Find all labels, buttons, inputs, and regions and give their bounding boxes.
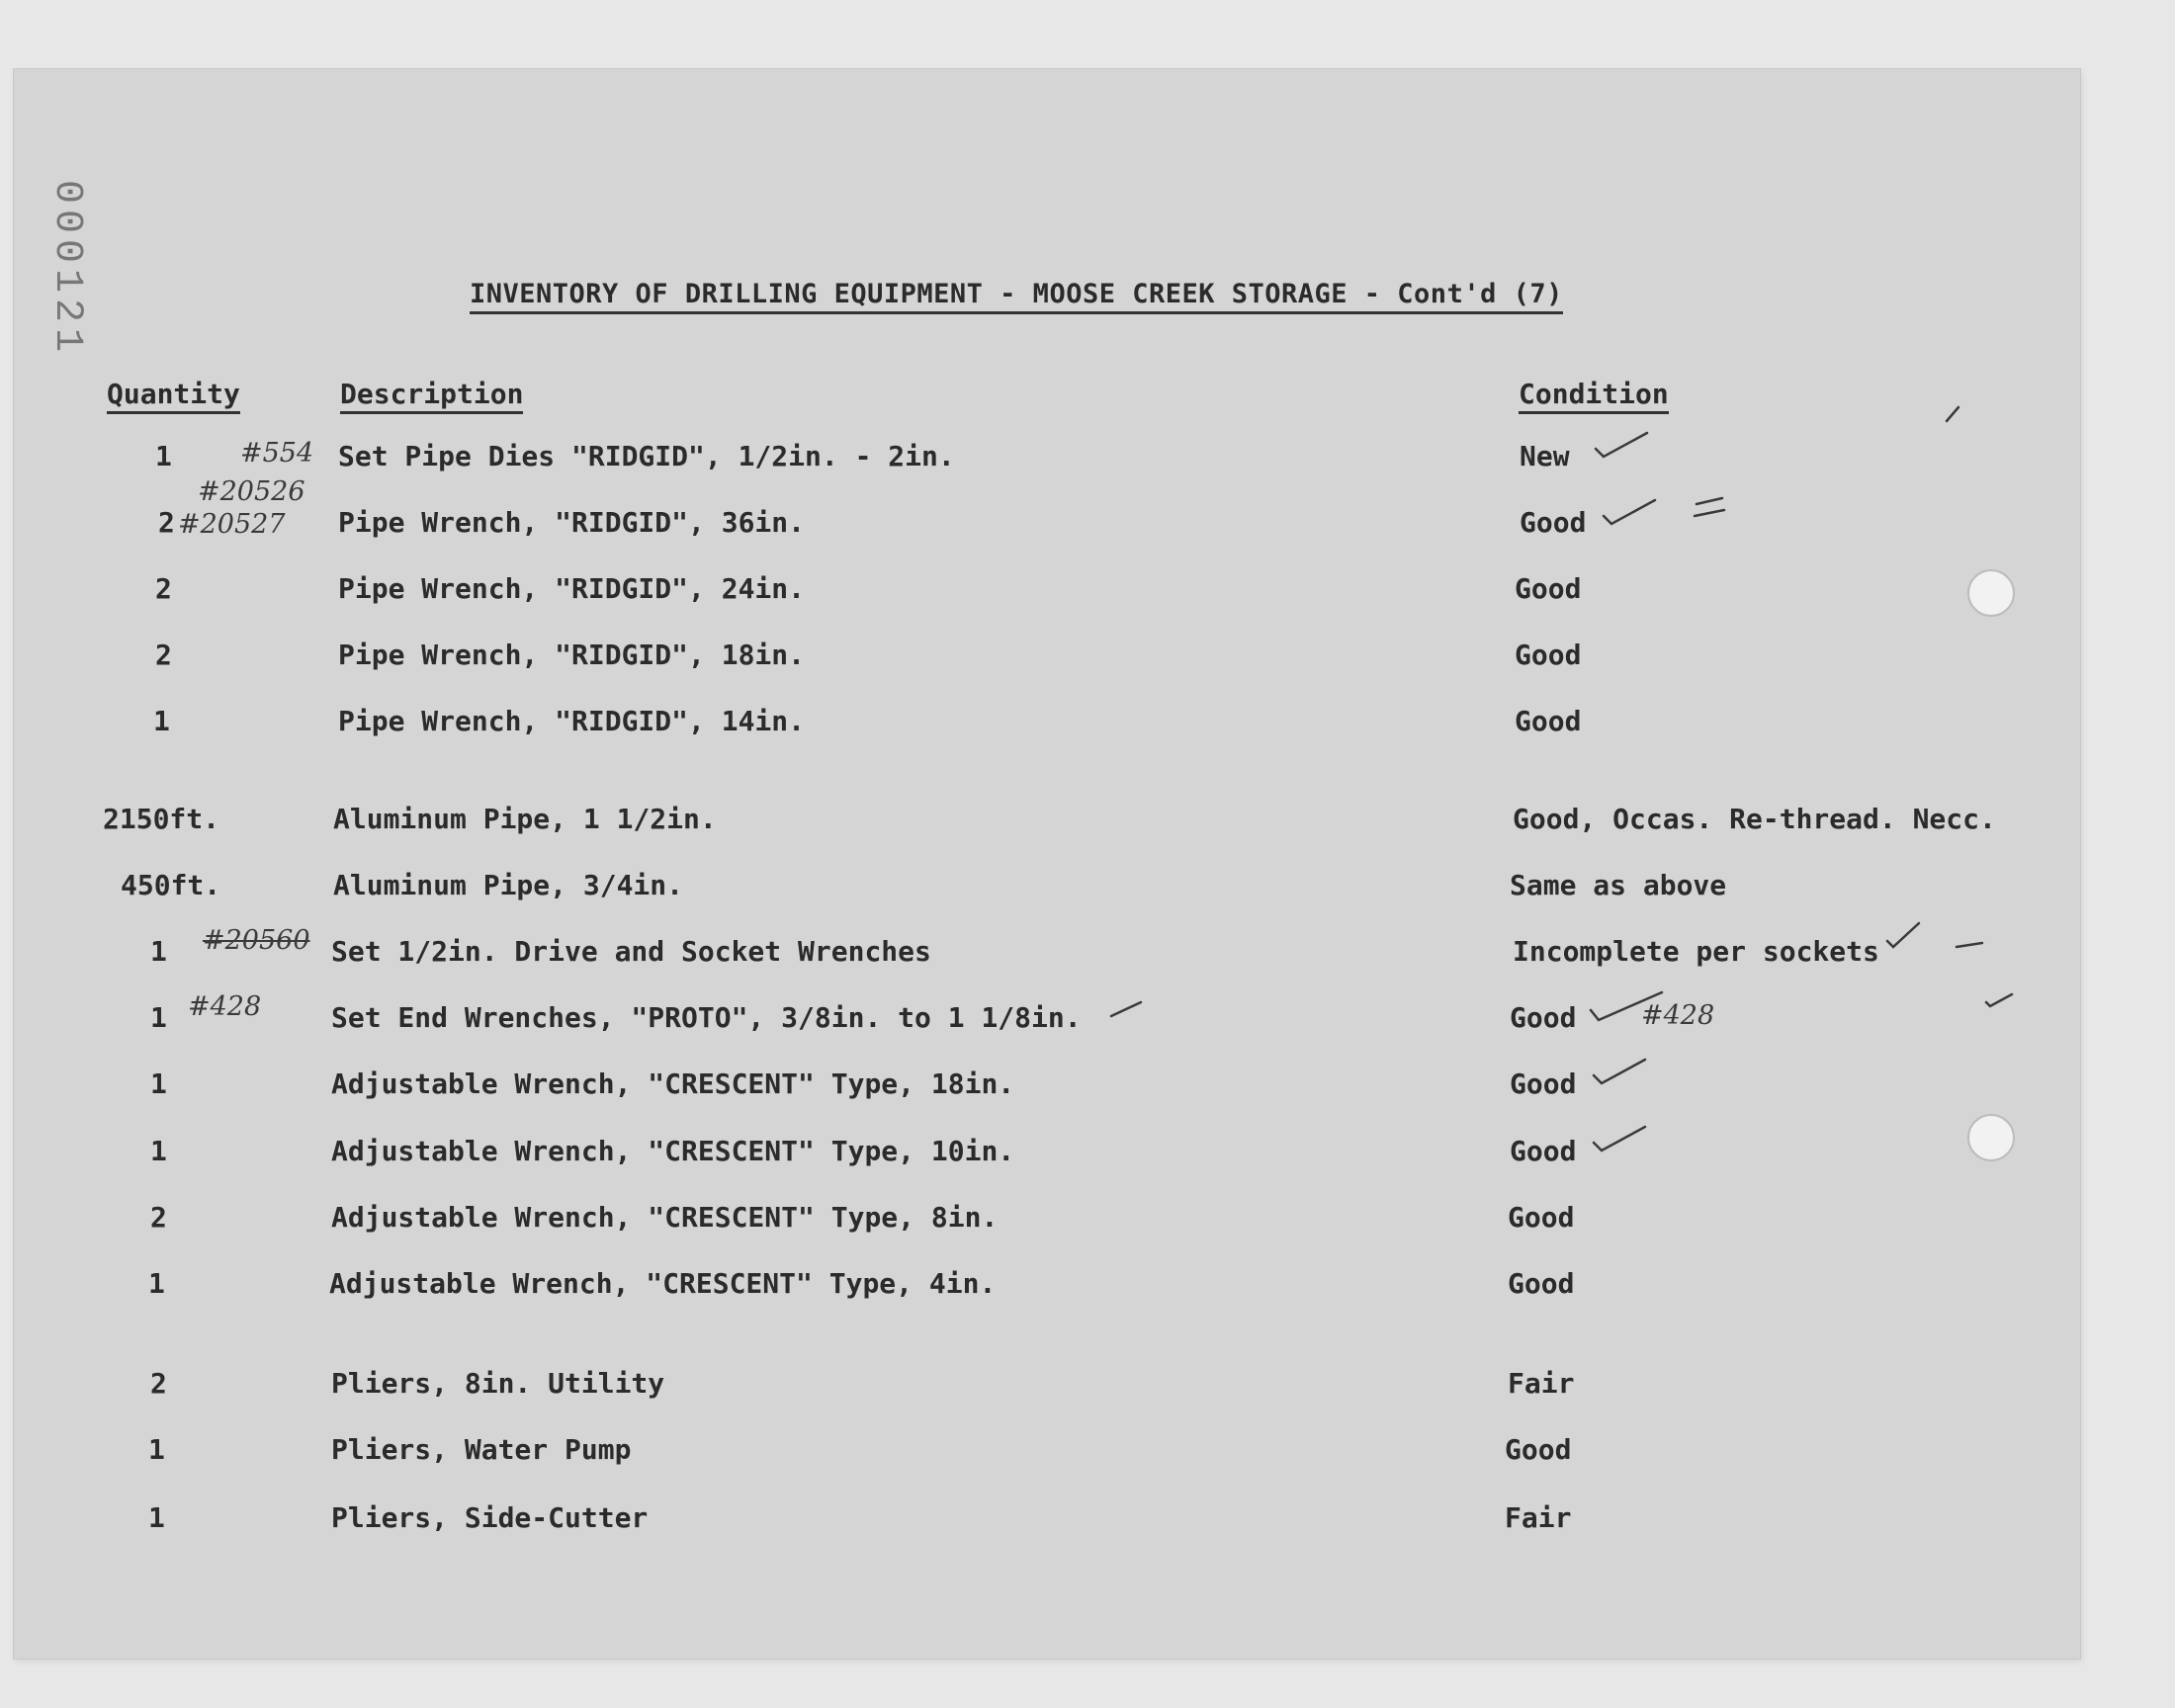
row-condition: Good [1520,506,1587,539]
row-quantity: 2 [155,572,172,605]
row-condition: New [1520,440,1570,472]
check-mark-icon [1982,988,2018,1012]
handwritten-note: #428 [1641,1000,1715,1031]
handwritten-note: #20526 [198,476,305,507]
row-quantity: 2 [150,1201,167,1234]
handwritten-note: #20527 [178,509,286,540]
document-title: INVENTORY OF DRILLING EQUIPMENT - MOOSE CREEK STORAGE - Cont'd (7) [470,279,1563,314]
row-description: Pliers, Side-Cutter [331,1501,649,1534]
row-quantity: 2 [158,506,175,539]
row-quantity: 1 [150,1001,167,1034]
row-condition: Good [1508,1267,1575,1300]
header-condition: Condition [1519,378,1669,414]
tick-mark-icon [1943,403,1962,425]
row-condition: Good [1505,1433,1572,1466]
row-condition: Good [1515,639,1582,671]
punch-hole [1967,1114,2015,1161]
handwritten-note: #554 [240,438,314,469]
row-quantity: 2150ft. [103,803,220,835]
row-condition: Good [1515,572,1582,605]
punch-hole [1967,569,2015,617]
row-condition: Fair [1505,1501,1572,1534]
row-condition: Good [1510,1135,1577,1167]
row-description: Pipe Wrench, "RIDGID", 14in. [338,705,806,737]
row-description: Adjustable Wrench, "CRESCENT" Type, 4in. [329,1267,997,1300]
dash-mark-icon [1953,937,1988,953]
row-description: Adjustable Wrench, "CRESCENT" Type, 8in. [331,1201,999,1234]
header-quantity: Quantity [107,378,240,414]
row-condition: Same as above [1510,869,1727,901]
equals-mark-icon [1691,494,1730,524]
row-description: Pipe Wrench, "RIDGID", 36in. [338,506,806,539]
check-mark-icon [1590,1121,1649,1160]
row-description: Pipe Wrench, "RIDGID", 24in. [338,572,806,605]
row-quantity: 1 [148,1433,165,1466]
row-description: Aluminum Pipe, 1 1/2in. [333,803,717,835]
row-condition: Good [1510,1001,1577,1034]
row-description: Aluminum Pipe, 3/4in. [333,869,684,901]
check-mark-icon [1107,998,1147,1022]
row-quantity: 2 [150,1367,167,1400]
check-mark-icon [1883,919,1923,955]
row-description: Set 1/2in. Drive and Socket Wrenches [331,935,931,968]
row-quantity: 2 [155,639,172,671]
row-quantity: 1 [148,1501,165,1534]
handwritten-note: #428 [188,991,262,1022]
check-mark-icon [1590,1054,1649,1093]
row-quantity: 1 [155,440,172,472]
row-description: Adjustable Wrench, "CRESCENT" Type, 18in. [331,1068,1015,1100]
row-condition: Good [1510,1068,1577,1100]
row-condition: Good [1508,1201,1575,1234]
row-description: Pipe Wrench, "RIDGID", 18in. [338,639,806,671]
row-condition: Good, Occas. Re-thread. Necc. [1513,803,1996,835]
row-quantity: 1 [153,705,170,737]
header-description: Description [340,378,523,414]
row-condition: Fair [1508,1367,1575,1400]
row-description: Adjustable Wrench, "CRESCENT" Type, 10in. [331,1135,1015,1167]
row-description: Set Pipe Dies "RIDGID", 1/2in. - 2in. [338,440,955,472]
row-condition: Incomplete per sockets [1513,935,1879,968]
handwritten-note: #20560 [203,925,310,956]
row-quantity: 1 [150,1068,167,1100]
row-quantity: 1 [150,935,167,968]
check-mark-icon [1592,427,1651,467]
row-quantity: 450ft. [121,869,221,901]
row-quantity: 1 [148,1267,165,1300]
check-mark-icon [1600,494,1659,534]
row-description: Set End Wrenches, "PROTO", 3/8in. to 1 1/8in. [331,1001,1082,1034]
check-mark-icon [1587,986,1666,1030]
side-document-number: 000121 [44,180,89,359]
row-quantity: 1 [150,1135,167,1167]
row-description: Pliers, Water Pump [331,1433,632,1466]
row-description: Pliers, 8in. Utility [331,1367,665,1400]
row-condition: Good [1515,705,1582,737]
